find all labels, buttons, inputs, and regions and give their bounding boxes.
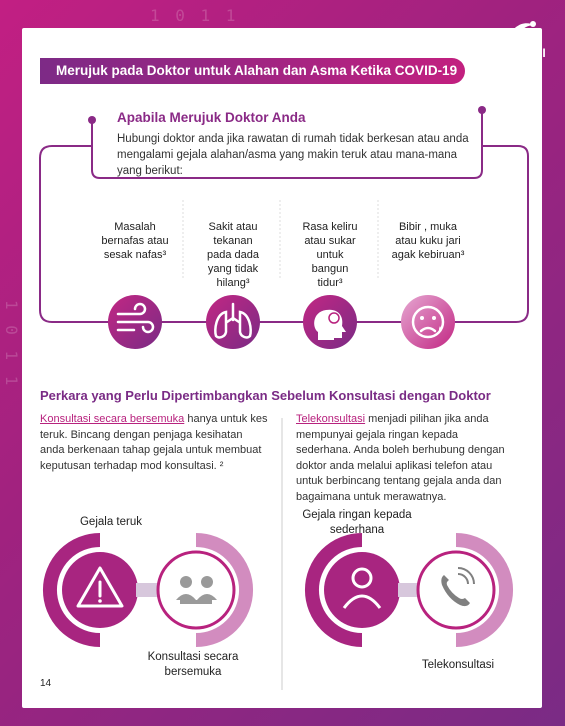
wind-icon bbox=[108, 295, 162, 349]
face-to-face-link: Konsultasi secara bersemuka bbox=[40, 413, 185, 425]
sad-face-icon bbox=[401, 295, 455, 349]
symptom-label-bluish: Bibir , muka atau kuku jari agak kebiruan³ bbox=[391, 221, 465, 261]
right-column-text: Telekonsultasi menjadi pilihan jika anda mempunyai gejala ringan kepada sederhana. Anda boleh berhubung dengan doktor anda melalui aplikasi telefon atau untuk berbincang tentang gejala anda dan bagaimana untuk merawatnya. bbox=[296, 413, 505, 503]
teleconsult-link: Telekonsultasi bbox=[296, 413, 366, 425]
head-confusion-icon bbox=[303, 295, 357, 349]
intro-text: Hubungi doktor anda jika rawatan di rumah tidak berkesan atau anda mengalami gejala alahan/asma yang makin teruk atau mana-mana yang berikut: bbox=[117, 133, 469, 177]
section-title: Perkara yang Perlu Dipertimbangkan Sebelum Konsultasi dengan Doktor bbox=[40, 388, 491, 403]
symptom-label-confusion: Rasa keliru atau sukar untuk bangun tidur³ bbox=[302, 221, 358, 289]
right-diagram bbox=[312, 540, 506, 640]
left-diagram bbox=[50, 540, 246, 640]
intro-title: Apabila Merujuk Doktor Anda bbox=[117, 110, 306, 125]
binary-decoration: 1 0 1 1 bbox=[150, 6, 239, 25]
sanofi-wordmark: SANOFI bbox=[497, 46, 547, 60]
face-to-face-label: Konsultasi secara bersemuka bbox=[147, 651, 239, 678]
teleconsultation-label: Telekonsultasi bbox=[421, 659, 495, 671]
mild-symptoms-label: Gejala ringan kepada sederhana bbox=[302, 509, 412, 536]
page-number: 14 bbox=[40, 678, 52, 689]
header-title: Merujuk pada Doktor untuk Alahan dan Asma Ketika COVID-19 bbox=[56, 63, 458, 78]
binary-decoration-side: 1 0 1 1 bbox=[2, 300, 21, 389]
left-column-text: Konsultasi secara bersemuka hanya untuk kes teruk. Bincang dengan penjaga kesihatan anda berkenaan tahap gejala untuk membuat keputusan terhadap mod konsultasi. ² bbox=[40, 413, 268, 472]
symptom-label-breathing: Masalah bernafas atau sesak nafas³ bbox=[101, 221, 169, 261]
symptom-label-chest-pain: Sakit atau tekanan pada dada yang tidak hilang³ bbox=[207, 221, 259, 289]
lungs-icon bbox=[206, 295, 260, 349]
severe-symptoms-label: Gejala teruk bbox=[79, 516, 142, 528]
